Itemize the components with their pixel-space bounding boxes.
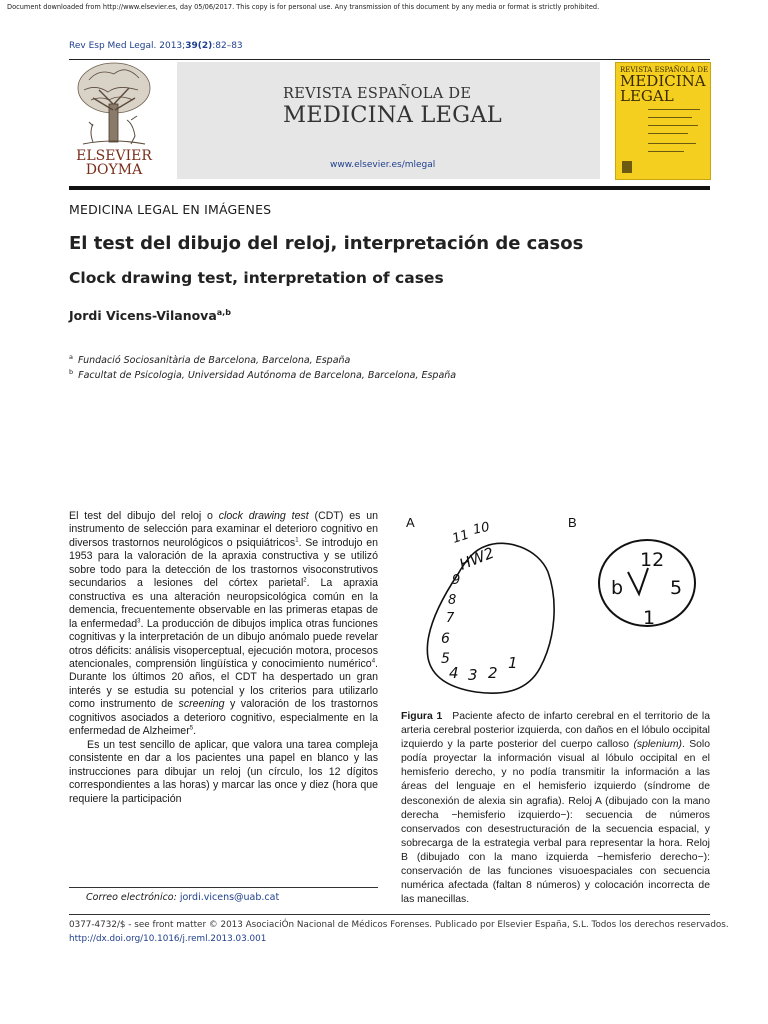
reference-link[interactable]: 5 <box>189 725 194 732</box>
clock-a-digit-1: 1 <box>508 654 518 672</box>
clock-a-digit-9: 9 <box>452 573 461 588</box>
doi-link[interactable]: http://dx.doi.org/10.1016/j.reml.2013.03.001 <box>69 934 267 944</box>
download-notice: Document downloaded from http://www.elsevier.es, day 05/06/2017. This copy is for personal use. Any transmission of this document by any media or format is strictly prohibited. <box>7 3 600 11</box>
cover-text-line <box>648 151 684 152</box>
affiliation-a <box>69 353 350 366</box>
header-top-rule <box>69 59 710 60</box>
footnote-rule <box>69 887 378 888</box>
cover-text-line <box>648 117 692 118</box>
clock-a-digit-6: 6 <box>441 631 450 647</box>
cover-text-line <box>648 125 698 126</box>
affiliation-b <box>69 368 456 381</box>
article-title-en: Clock drawing test, interpretation of cases <box>69 269 444 287</box>
clock-a-digit-10: 10 <box>471 519 492 538</box>
journal-title-line2: MEDICINA LEGAL <box>283 102 502 128</box>
article-title-es: El test del dibujo del reloj, interpretación de casos <box>69 233 584 254</box>
clock-a-digit-11: 11 <box>450 527 471 547</box>
publisher-line1: ELSEVIER <box>76 148 152 164</box>
publisher-line2: DOYMA <box>85 162 143 178</box>
email-label: Correo electrónico: <box>86 892 177 903</box>
panel-label-a: A <box>406 515 415 530</box>
header-bottom-rule <box>69 186 710 190</box>
figure-label: Figura 1 <box>401 711 443 722</box>
author-affil-marks[interactable]: a,b <box>216 308 231 317</box>
email-link[interactable]: jordi.vicens@uab.cat <box>179 892 280 903</box>
clock-a-digit-8: 8 <box>448 593 457 608</box>
cover-line2: MEDICINA <box>620 72 706 90</box>
cover-line1: REVISTA ESPAÑOLA DE <box>620 66 709 74</box>
body-paragraph-2: Es un test sencillo de aplicar, que valora una tarea compleja consistente en dar a los pacientes una papel en blanco y las instrucciones para dibujar un reloj (un círculo, los 12 dígitos correspondientes a las horas) y marcar las once y diez (hora que requiere la participación <box>69 738 378 805</box>
cover-text-line <box>648 109 700 110</box>
clock-a-digit-2: 2 <box>488 664 498 682</box>
affiliation-text: Fundació Sociosanitària de Barcelona, Barcelona, España <box>77 355 351 367</box>
clock-a-digit-7: 7 <box>446 611 455 626</box>
citation-volume: 39(2) <box>185 41 213 51</box>
journal-title-line1: REVISTA ESPAÑOLA DE <box>283 86 472 102</box>
clock-a-digit-5: 5 <box>441 651 450 667</box>
journal-citation[interactable] <box>69 41 243 51</box>
cover-logo-icon <box>622 161 632 173</box>
clock-b-digit-6: b <box>611 577 624 599</box>
citation-prefix: Rev Esp Med Legal. 2013; <box>69 41 186 51</box>
footer-rule <box>69 914 710 915</box>
author-name[interactable]: Jordi Vicens-Vilanova <box>69 308 217 324</box>
reference-link[interactable]: 4 <box>371 658 376 665</box>
journal-cover-thumbnail <box>615 62 711 180</box>
citation-pages: :82–83 <box>212 41 243 51</box>
panel-label-b: B <box>568 515 577 530</box>
figure-caption: Figura 1 Paciente afecto de infarto cerebral en el territorio de la arteria cerebral posterior izquierda, con daños en el lóbulo occipital izquierdo y la parte posterior del cuerpo calloso (splenium). Solo podía proyectar la información visual al lóbulo occipital en el hemisferio derecho, y no podía transmitir la información a las áreas del lenguaje en el hemisferio izquierdo (síndrome de desconexión de alexia sin agrafia). Reloj A (dibujado con la mano derecha −hemisferio izquierdo−): secuencia de números conservados con desestructuración de la secuencia espacial, y sobrecarga de la estrategia verbal para representar la hora. Reloj B (dibujado con la mano izquierda −hemisferio derecho−): conservación de las funciones visuoespaciales con secuencia numérica afectada (faltan 8 números) y colocación incorrecta de las manecillas. <box>401 711 710 906</box>
correspondence-email <box>86 892 279 903</box>
copyright-line: 0377-4732/$ - see front matter © 2013 AsociaciÓn Nacional de Médicos Forenses. Publicado por Elsevier España, S.L. Todos los derechos reservados. <box>69 920 729 930</box>
clock-a-digit-4: 4 <box>449 664 459 682</box>
clock-b-digit-5: 5 <box>670 577 683 599</box>
figure-1-clock-drawings <box>398 508 710 703</box>
reference-link[interactable]: 3 <box>137 618 141 625</box>
section-label: MEDICINA LEGAL EN IMÁGENES <box>69 202 272 217</box>
tree-icon <box>78 63 150 144</box>
affiliation-text: Facultat de Psicologia, Universidad Autónoma de Barcelona, Barcelona, España <box>78 370 457 382</box>
cover-text-line <box>648 133 688 134</box>
affiliation-mark: b <box>69 368 74 376</box>
elsevier-doyma-logo <box>69 60 159 178</box>
body-text-column <box>69 510 378 806</box>
clock-b-digit-12: 12 <box>640 549 665 571</box>
body-paragraph-1: El test del dibujo del reloj o clock drawing test (CDT) es un instrumento de selección para examinar el deterioro cognitivo en diversos trastornos neurológicos o psiquiátricos$^1$. Se introdujo en 1953 para la valoración de la apraxia constructiva y se utilizó sobre todo para la detección de los trastornos visoconstrutivos secundarios a lesiones del córtex parietal$^2$. La apraxia constructiva es una alteración neuropsicológica común en la demencia, frecuentemente observable en las primeras etapas de la enfermedad$^3$. La producción de dibujos implica otras funciones cognitivas y la interpretación de un dibujo anómalo puede revelar otros déficits: análisis visoperceptual, ejecución motora, procesos atencionales, comprensión lingüística y conocimiento numérico$^4$. Durante los últimos 20 años, el CDT ha despertado un gran interés y se estudia su potencial y los criterios para utilizarlo como instrumento de screening y valoración de los trastornos cognitivos asociados a deterioro cognitivo, especialmente en la enfermedad de Alzheimer$^5$. <box>69 510 378 738</box>
clock-a-hands-text: HW2 <box>456 543 497 574</box>
clock-b-hands <box>628 568 648 594</box>
journal-url-link[interactable]: www.elsevier.es/mlegal <box>330 160 436 170</box>
affiliation-mark: a <box>69 353 73 361</box>
reference-link[interactable]: 1 <box>295 537 299 544</box>
clock-a-digit-3: 3 <box>468 666 478 684</box>
reference-link[interactable]: 2 <box>303 577 307 584</box>
cover-line3: LEGAL <box>620 87 674 105</box>
cover-text-line <box>648 143 696 144</box>
clock-b-digit-1: 1 <box>643 607 656 629</box>
author-line <box>69 308 231 323</box>
